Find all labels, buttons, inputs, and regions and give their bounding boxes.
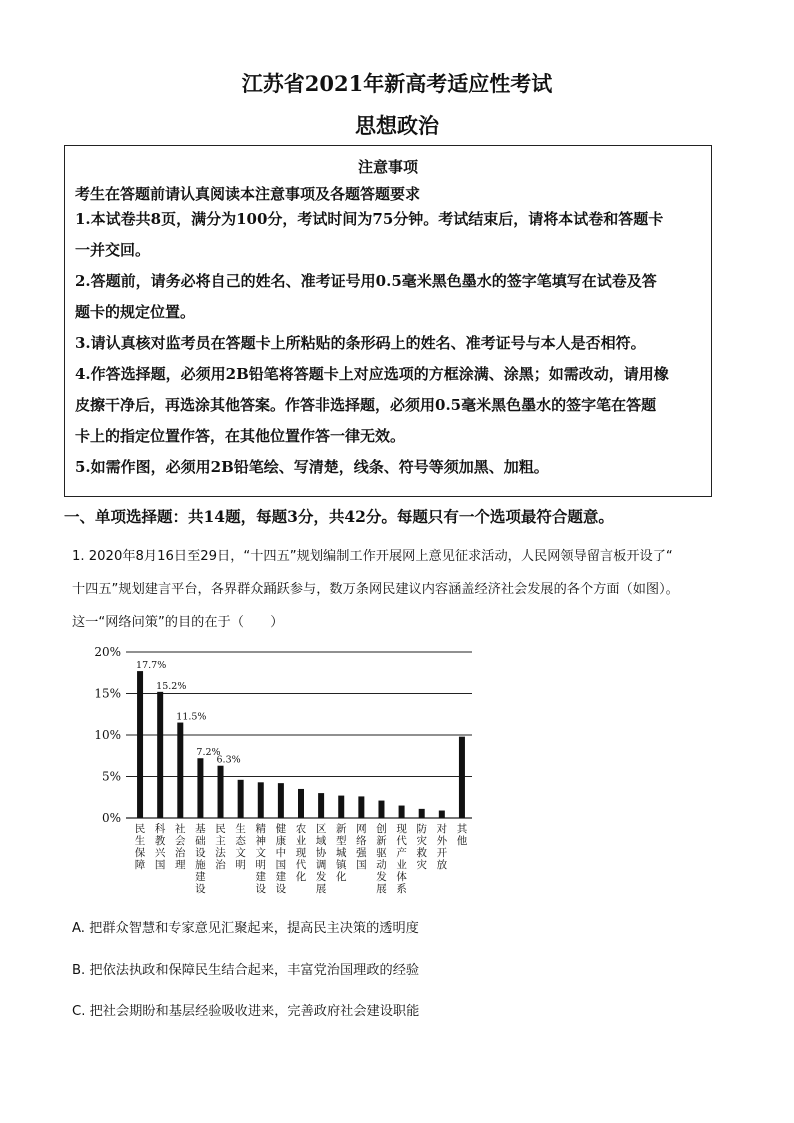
notice-box: [64, 145, 712, 497]
data-label: 7.2%: [196, 747, 221, 759]
x-tick-label: 区域协调发展: [315, 823, 327, 895]
bar: [439, 811, 445, 818]
y-tick-label: 5%: [101, 769, 121, 784]
bar: [459, 737, 465, 818]
section-heading: 一、单项选择题：共14题，每题3分，共42分。每题只有一个选项最符合题意。: [64, 507, 614, 526]
bar: [358, 796, 364, 818]
subject-title: 思想政治: [355, 113, 439, 138]
bar: [378, 801, 384, 818]
bar: [419, 809, 425, 818]
question-line: 1. 2020年8月16日至29日，“十四五”规划编制工作开展网上意见征求活动，人民网领导留言板开设了“: [72, 549, 673, 564]
bar: [137, 671, 143, 818]
bar: [318, 793, 324, 818]
bar: [298, 789, 304, 818]
bar-chart: [88, 640, 488, 900]
x-tick-label: 基础设施建设: [195, 823, 206, 895]
x-tick-label: 创新驱动发展: [376, 823, 387, 895]
question-line: 这一“网络问策”的目的在于（ ）: [72, 615, 284, 630]
bar: [238, 780, 244, 818]
x-tick-label: 社会治理: [175, 823, 186, 871]
bar: [157, 692, 163, 818]
x-tick-label: 民生保障: [134, 823, 146, 871]
data-label: 11.5%: [176, 711, 207, 723]
notice-line: 题卡的规定位置。: [75, 303, 196, 321]
option-c[interactable]: C. 把社会期盼和基层经验吸收进来，完善政府社会建设职能: [72, 1004, 420, 1019]
x-tick-label: 对外开放: [436, 823, 448, 871]
question-line: 十四五”规划建言平台，各界群众踊跃参与，数万条网民建议内容涵盖经济社会发展的各个方面（如图）。: [72, 582, 679, 597]
x-tick-label: 新型城镇化: [335, 823, 347, 883]
option-a[interactable]: A. 把群众智慧和专家意见汇聚起来，提高民主决策的透明度: [72, 921, 419, 936]
bar: [218, 766, 224, 818]
x-tick-label: 其他: [456, 823, 468, 847]
bar: [278, 783, 284, 818]
x-tick-label: 民主法治: [215, 823, 226, 871]
notice-line: 4.作答选择题，必须用2B铅笔将答题卡上对应选项的方框涂满、涂黑；如需改动，请用橡: [75, 365, 669, 383]
y-tick-label: 15%: [94, 686, 121, 701]
bar: [338, 796, 344, 818]
x-tick-label: 健康中国建设: [275, 823, 287, 895]
notice-heading: 注意事项: [357, 158, 418, 176]
bar: [258, 782, 264, 818]
x-tick-label: 现代产业体系: [396, 823, 407, 895]
bar: [399, 806, 405, 818]
x-tick-label: 精神文明建设: [255, 823, 267, 895]
bar: [197, 758, 203, 818]
y-tick-label: 0%: [101, 811, 121, 825]
notice-line: 一并交回。: [75, 241, 151, 259]
data-label: 15.2%: [156, 680, 187, 692]
x-tick-label: 农业现代化: [295, 823, 307, 883]
page-title: 江苏省2021年新高考适应性考试: [241, 71, 553, 96]
x-tick-label: 生态文明: [235, 823, 246, 871]
data-label: 6.3%: [216, 754, 241, 766]
option-b[interactable]: B. 把依法执政和保障民生结合起来，丰富党治国理政的经验: [72, 963, 420, 978]
notice-line: 5.如需作图，必须用2B铅笔绘、写清楚，线条、符号等须加黑、加粗。: [75, 458, 549, 476]
x-tick-label: 网络强国: [356, 823, 367, 871]
notice-line: 1.本试卷共8页，满分为100分，考试时间为75分钟。考试结束后，请将本试卷和答题卡: [75, 210, 664, 228]
y-tick-label: 20%: [94, 645, 121, 659]
x-tick-label: 防灾救灾: [416, 823, 427, 871]
notice-intro: 考生在答题前请认真阅读本注意事项及各题答题要求: [75, 185, 421, 203]
data-label: 17.7%: [136, 660, 167, 672]
notice-line: 3.请认真核对监考员在答题卡上所粘贴的条形码上的姓名、准考证号与本人是否相符。: [75, 334, 646, 352]
notice-line: 卡上的指定位置作答，在其他位置作答一律无效。: [75, 427, 406, 445]
notice-line: 皮擦干净后，再选涂其他答案。作答非选择题，必须用0.5毫米黑色墨水的签字笔在答题: [75, 396, 657, 414]
x-tick-label: 科教兴国: [154, 823, 166, 871]
question-stem: [72, 540, 732, 639]
bar: [177, 723, 183, 818]
notice-line: 2.答题前，请务必将自己的姓名、准考证号用0.5毫米黑色墨水的签字笔填写在试卷及答: [75, 272, 657, 290]
y-tick-label: 10%: [94, 728, 121, 742]
